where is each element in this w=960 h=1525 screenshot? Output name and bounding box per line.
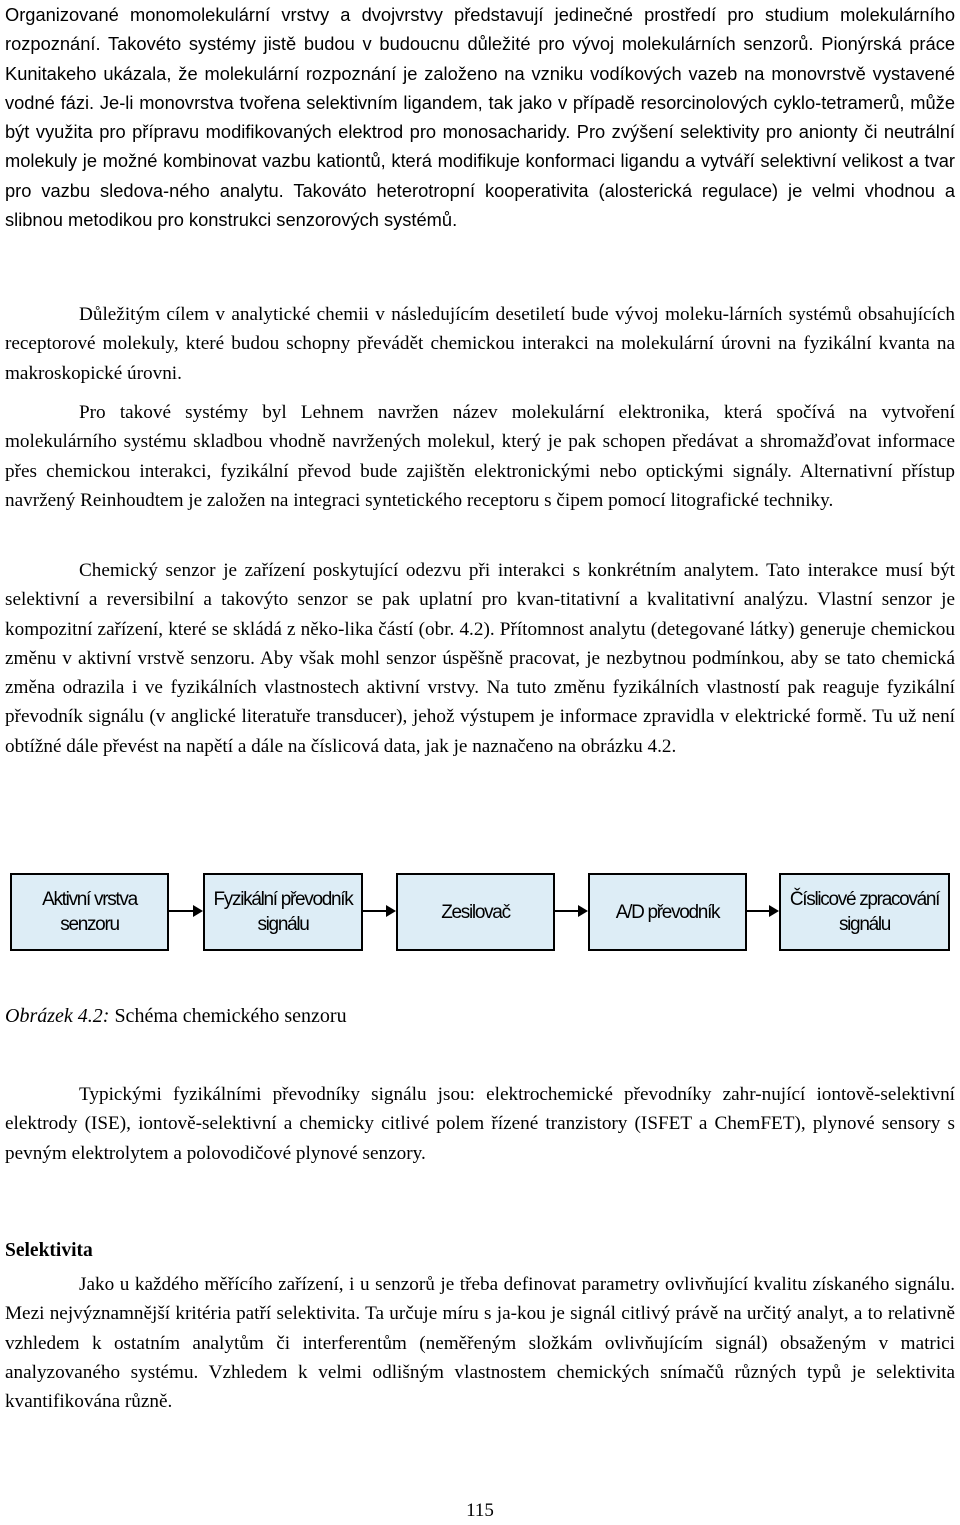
diagram-box-ad-converter: A/D převodník [588,873,747,951]
arrow-right-icon [747,901,779,921]
arrow-right-icon [169,901,203,921]
paragraph-goal: Důležitým cílem v analytické chemii v následujícím desetiletí bude vývoj moleku-lárních systémů obsahujících receptorové molekuly, které budou schopny převádět chemickou interakci na molekulární úrovni na fyzikální kvanta na makroskopické úrovni. [5,304,955,384]
arrow-right-icon [555,901,588,921]
paragraph-transducers: Typickými fyzikálními převodníky signálu jsou: elektrochemické převodníky zahr-nující iontově-selektivní elektrody (ISE), iontově-selektivní a chemicky citlivé polem řízené tranzistory (ISFET a ChemFET), plynové sensory s pevným elektrolytem a polovodičové plynové senzory. [5,1084,955,1164]
figure-caption-text: Schéma chemického senzoru [114,1005,347,1027]
paragraph-selectivity: Jako u každého měřícího zařízení, i u senzorů je třeba definovat parametry ovlivňující kvalitu získaného signálu. Mezi nejvýznamnější kritéria patří selektivita. Ta určuje míru s ja-kou je signál citlivý právě na určitý analyt, a to relativně vzhledem k ostatním analytům či interferentům (neměřeným složkám ovlivňujícím signál) obsaženým v matrici analyzovaného systému. Vzhledem k velmi odlišným vlastnostem chemických snímačů různých typů je selektivita kvantifikována různě. [5,1274,955,1413]
paragraph-molecular-electronics: Pro takové systémy byl Lehnem navržen název molekulární elektronika, která spočívá na vytvoření molekulárního systému skladbou vhodně navržených molekul, který je pak schopen předávat a shromažďovat informace přes chemickou interakci, fyzikální převod bude zajištěn elektronickými nebo optickými signály. Alternativní přístup navržený Reinhoudtem je založen na integraci syntetického receptoru s čipem pomocí litografické techniky. [5,402,955,511]
diagram-box-digital-processing: Číslicové zpracování signálu [779,873,950,951]
arrow-right-icon [363,901,396,921]
paragraph-chemical-sensor: Chemický senzor je zařízení poskytující odezvu při interakci s konkrétním analytem. Tato interakce musí být selektivní a reversibilní a takovýto senzor se pak uplatní pro kvan-titativní a kvalitativní analýzu. Vlastní senzor je kompozitní zařízení, které se skládá z něko-lika částí (obr. 4.2). Přítomnost analytu (detegované látky) generuje chemickou změnu v aktivní vrstvě senzoru. Aby však mohl senzor úspěšně pracovat, je nezbytnou podmínkou, aby se tato chemická změna odrazila i ve fyzikálních vlastnostech aktivní vrstvy. Na tuto změnu fyzikálních vlastností pak reaguje fyzikální převodník signálu (v anglické literatuře transducer), jehož výstupem je informace zpravidla v elektrické formě. Tu už není obtížné dále převést na napětí a dále na číslicová data, jak je naznačeno na obrázku 4.2. [5,560,955,757]
figure-caption-label: Obrázek 4.2: [5,1005,110,1027]
diagram-box-active-layer: Aktivní vrstva senzoru [10,873,169,951]
page-number: 115 [466,1500,494,1521]
section-heading: Selektivita [5,1240,93,1261]
diagram-box-amplifier: Zesilovač [396,873,555,951]
figure-caption [5,1001,347,1031]
paragraph-monolayers: Organizované monomolekulární vrstvy a dvojvrstvy představují jedinečné prostředí pro studium molekulárního rozpoznání. Takovéto systémy jistě budou v budoucnu důležité pro vývoj molekulárních senzorů. Pionýrská práce Kunitakeho ukázala, že molekulární rozpoznání je založeno na vzniku vodíkových vazeb na monovrstvě vystavené vodné fázi. Je-li monovrstva tvořena selektivním ligandem, tak jako v případě resorcinolových cyklo-tetramerů, může být využita pro přípravu modifikovaných elektrod pro monosacharidy. Pro zvýšení selektivity pro anionty či neutrální molekuly je možné kombinovat vazbu kationtů, která modifikuje konformaci ligandu a vytváří selektivní velikost a tvar pro vazbu sledova-ného analytu. Takováto heterotropní kooperativita (alosterická regulace) je velmi vhodnou a slibnou metodikou pro konstrukci senzorových systémů. [5,4,955,231]
sensor-block-diagram [5,865,955,955]
diagram-box-transducer: Fyzikální převodník signálu [203,873,363,951]
